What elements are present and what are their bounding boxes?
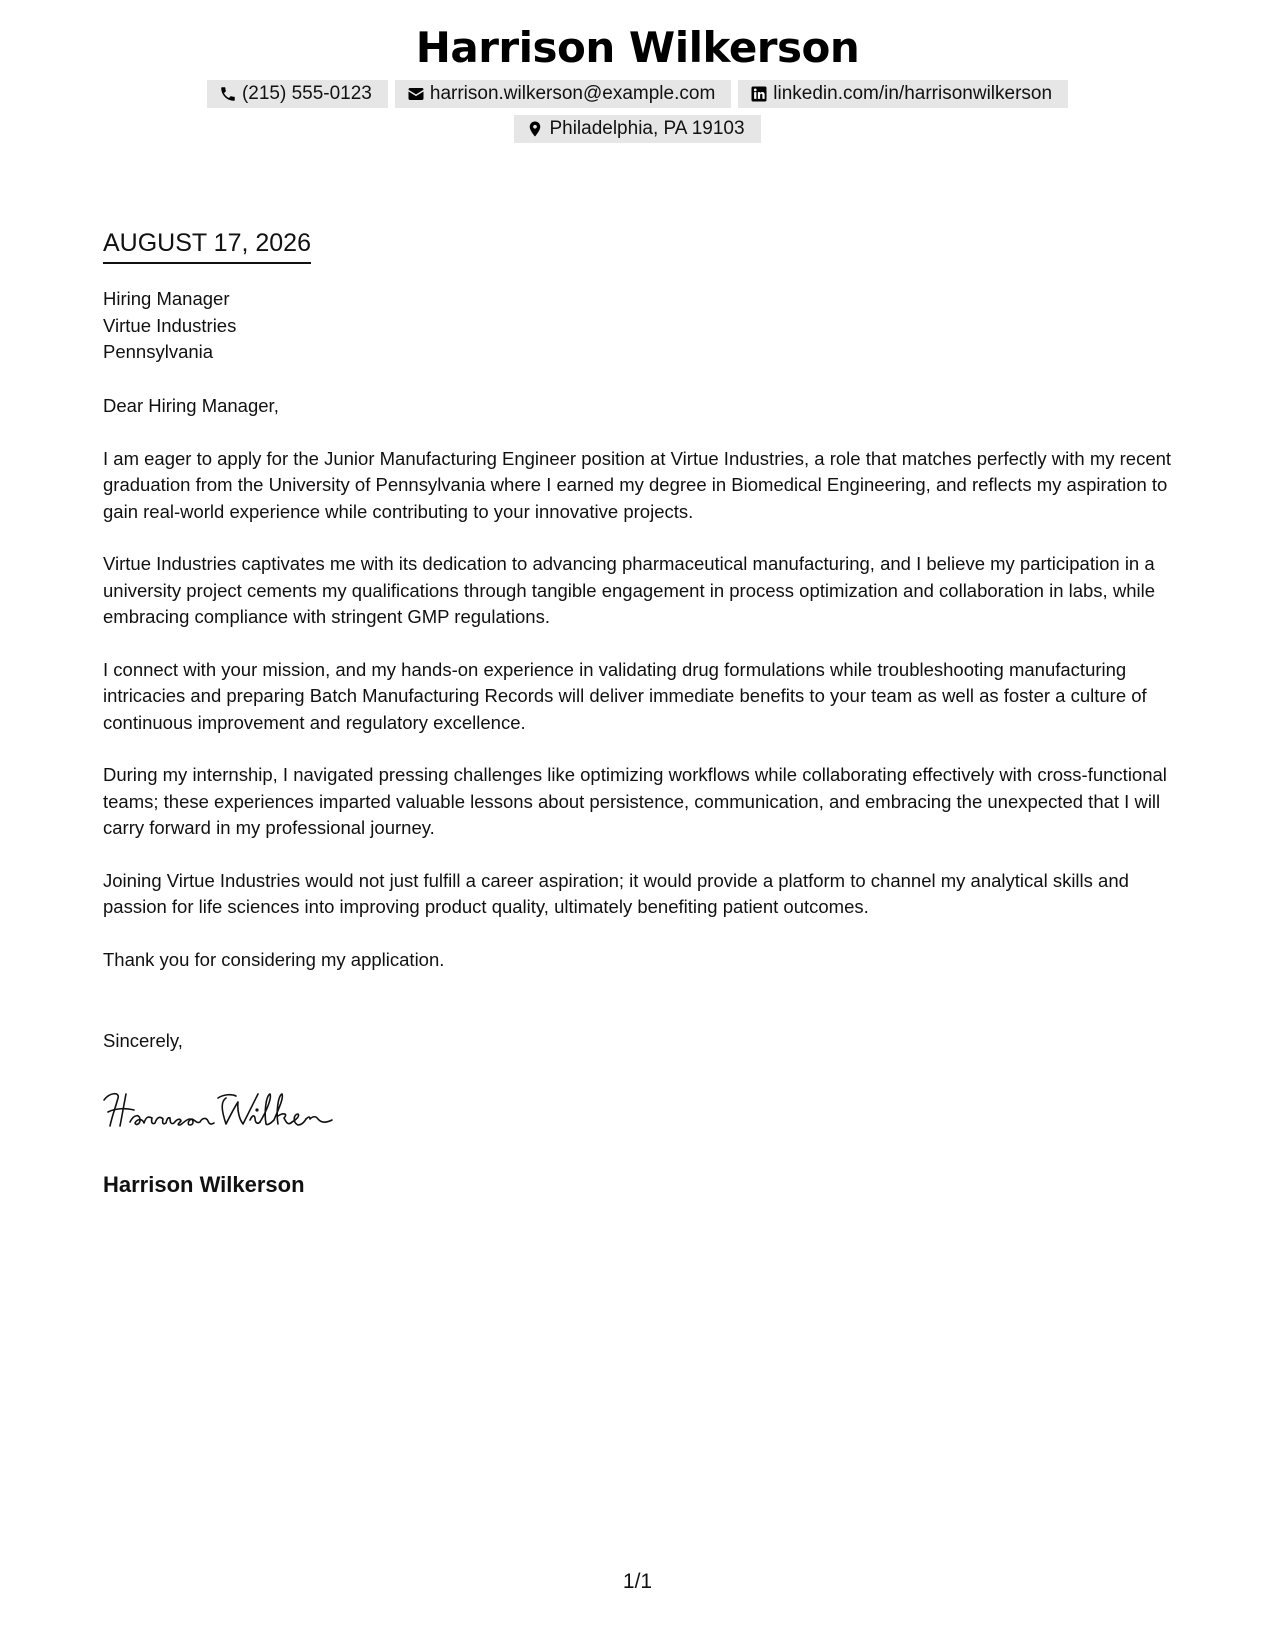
recipient-location: Pennsylvania (103, 341, 214, 362)
page-number: 1/1 (622, 1570, 653, 1593)
recipient-title: Hiring Manager (103, 288, 230, 309)
phone-chip (207, 80, 388, 108)
phone-icon (219, 85, 237, 103)
linkedin-link[interactable]: linkedin.com/in/harrisonwilkerson (773, 83, 1053, 104)
email-chip[interactable] (395, 80, 731, 108)
body-paragraph: I am eager to apply for the Junior Manufacturing Engineer position at Virtue Industries, a role that matches perfectly with my recent graduation from the University of Pennsylvania where I earned my degree in Biomedical Engineering, and reflects my aspiration to gain real-world experience while contributing to your innovative projects. (103, 447, 1172, 522)
location-text: Philadelphia, PA 19103 (549, 118, 745, 139)
salutation: Dear Hiring Manager, (103, 395, 279, 416)
body-paragraph: Joining Virtue Industries would not just fulfill a career aspiration; it would provide a platform to channel my analytical skills and passion for life sciences into improving product quality, ultimately benefiting patient outcomes. (103, 869, 1129, 917)
closing-line: Sincerely, (103, 1030, 183, 1051)
handwritten-signature (100, 1086, 370, 1136)
recipient-company: Virtue Industries (103, 314, 237, 336)
linkedin-chip[interactable] (738, 80, 1068, 108)
body-paragraph: Virtue Industries captivates me with its dedication to advancing pharmaceutical manufacturing, and I believe my participation in a university project cements my qualifications through tangible engagement in process optimization and collaboration in labs, while embracing compliance with stringent GMP regulations. (103, 553, 1155, 627)
linkedin-icon (750, 85, 768, 103)
map-marker-icon (526, 120, 544, 138)
contact-info-row-2 (0, 115, 1275, 143)
recipient-block (103, 286, 236, 366)
email-link[interactable]: harrison.wilkerson@example.com (429, 83, 716, 104)
letter-date: AUGUST 17, 2026 (103, 226, 311, 264)
body-paragraph: I connect with your mission, and my hands-on experience in validating drug formulations while troubleshooting manufacturing intricacies and preparing Batch Manufacturing Records will deliver immediate benefits to your team as well as foster a culture of continuous improvement and regulatory excellence. (103, 658, 1147, 733)
letter-body (103, 393, 1183, 999)
location-chip (514, 115, 760, 143)
phone-text: (215) 555-0123 (241, 83, 372, 104)
envelope-icon (407, 85, 425, 103)
contact-info-row (0, 80, 1275, 108)
applicant-name-heading: Harrison Wilkerson (415, 23, 860, 72)
body-paragraph: During my internship, I navigated pressing challenges like optimizing workflows while collaborating effectively with cross-functional teams; these experiences imparted valuable lessons about persistence, communication, and embracing the unexpected that I will carry forward in my professional journey. (103, 764, 1167, 838)
signed-name: Harrison Wilkerson (103, 1172, 305, 1197)
body-paragraph: Thank you for considering my application. (103, 948, 445, 970)
